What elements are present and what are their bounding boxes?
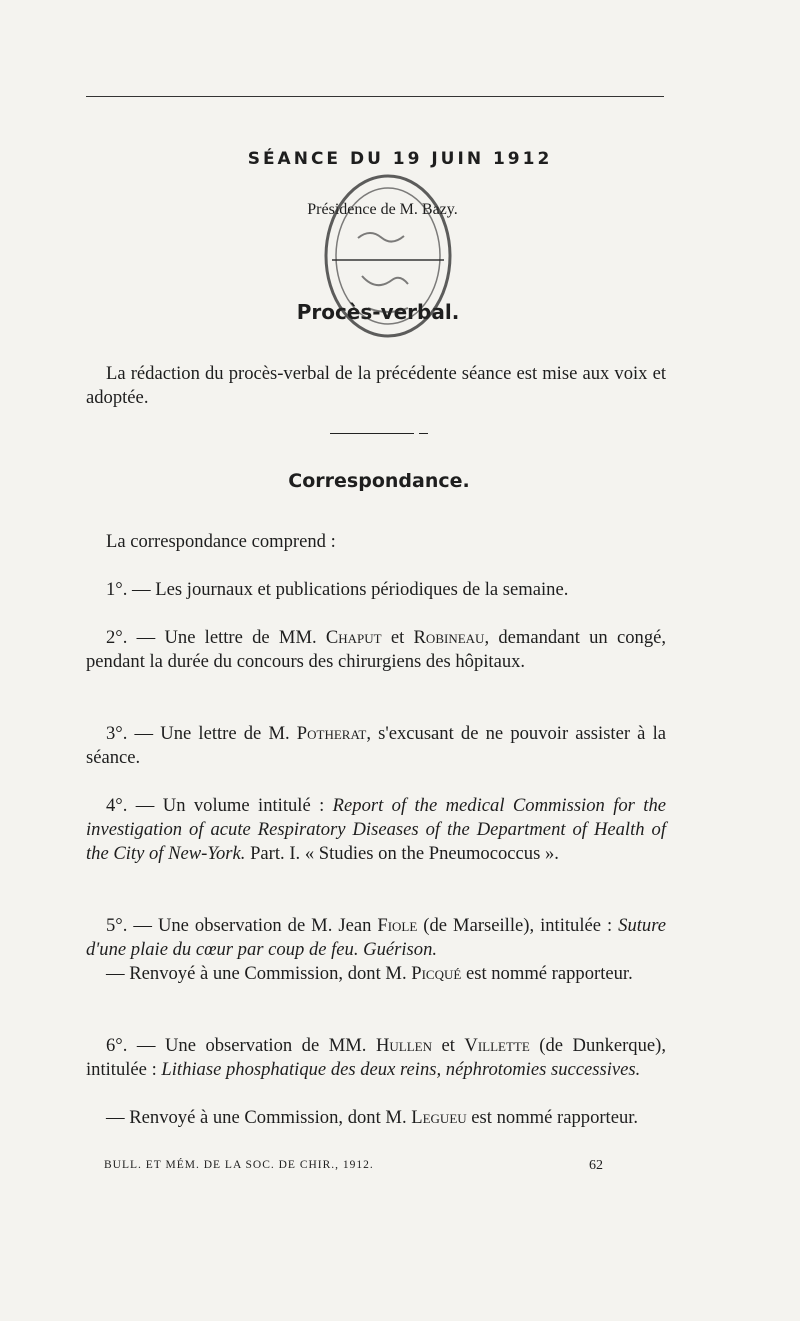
- item-3-text-a: Une lettre de M.: [160, 723, 297, 744]
- item-2-name-robineau: Robineau: [413, 627, 485, 648]
- item-6-referral: [86, 1106, 666, 1130]
- section-divider: [330, 433, 414, 434]
- item-2-text-c: , demandant un congé, pendant la durée du concours des chirurgiens des hôpitaux.: [86, 627, 667, 672]
- library-stamp-icon: [318, 168, 458, 344]
- item-6-observation-title: Lithiase phosphatique des deux reins, néphrotomies successives.: [161, 1059, 641, 1080]
- item-6-referral-a: — Renvoyé à une Commission, dont M.: [106, 1107, 412, 1128]
- item-4: [86, 794, 666, 866]
- correspondance-heading: Correspondance.: [288, 470, 470, 492]
- item-2-name-chaput: Chaput: [325, 627, 382, 648]
- correspondance-intro: [86, 530, 666, 554]
- item-5-name-picque: Picqué: [411, 963, 462, 984]
- item-6-referral-b: est nommé rapporteur.: [466, 1107, 639, 1128]
- intro-text: La correspondance comprend :: [106, 531, 336, 552]
- running-footer: BULL. ET MÉM. DE LA SOC. DE CHIR., 1912.: [104, 1159, 374, 1171]
- item-3: [86, 722, 666, 770]
- item-5-referral: [86, 962, 666, 986]
- item-2: [86, 626, 666, 674]
- seance-title: SÉANCE DU 19 JUIN 1912: [247, 149, 553, 169]
- pv-text: La rédaction du procès-verbal de la précédente séance est mise aux voix et adoptée.: [86, 363, 666, 408]
- item-5-referral-b: est nommé rapporteur.: [461, 963, 633, 984]
- item-5-number: 5°. —: [106, 915, 158, 936]
- item-5-text-b: (de Marseille), intitulée :: [417, 915, 619, 936]
- pv-paragraph: [86, 362, 666, 410]
- item-6-number: 6°. —: [106, 1035, 165, 1056]
- item-6-name-hullen: Hullen: [375, 1035, 432, 1056]
- item-1: [86, 578, 666, 602]
- item-6-name-villette: Villette: [464, 1035, 530, 1056]
- item-6-text-a: Une observation de MM.: [164, 1035, 376, 1056]
- section-divider-dash: [419, 433, 428, 434]
- item-2-text-a: Une lettre de MM.: [164, 627, 326, 648]
- item-1-number: 1°. —: [106, 579, 156, 600]
- item-2-text-b: et: [381, 627, 414, 648]
- page-number: 62: [589, 1158, 603, 1173]
- item-4-number: 4°. —: [106, 795, 163, 816]
- item-6-text-b: et: [431, 1035, 465, 1056]
- item-4-text-a: Un volume intitulé :: [162, 795, 333, 816]
- item-6-text-c: (de Dunkerque), intitulée :: [86, 1035, 666, 1080]
- item-3-name-potherat: Potherat: [296, 723, 367, 744]
- item-1-text: Les journaux et publications périodiques de la semaine.: [155, 579, 569, 600]
- proces-verbal-heading: Procès-verbal.: [296, 300, 460, 324]
- item-5: [86, 914, 666, 962]
- item-5-referral-a: — Renvoyé à une Commission, dont M.: [106, 963, 412, 984]
- item-6: [86, 1034, 666, 1082]
- item-3-text-b: , s'excusant de ne pouvoir assister à la séance.: [86, 723, 667, 768]
- item-5-name-fiole: Fiole: [377, 915, 418, 936]
- item-4-text-b: Part. I. « Studies on the Pneumococcus ».: [245, 843, 559, 864]
- item-3-number: 3°. —: [106, 723, 161, 744]
- item-5-observation-title: Suture d'une plaie du cœur par coup de feu. Guérison.: [86, 915, 666, 960]
- item-4-report-title: Report of the medical Commission for the investigation of acute Respiratory Diseases of the Department of Health of the City of New-York.: [86, 795, 667, 864]
- item-2-number: 2°. —: [106, 627, 165, 648]
- presidence-line: Présidence de M. Bazy.: [307, 201, 458, 218]
- item-5-text-a: Une observation de M. Jean: [157, 915, 378, 936]
- top-rule: [86, 96, 664, 97]
- item-6-name-legueu: Legueu: [411, 1107, 467, 1128]
